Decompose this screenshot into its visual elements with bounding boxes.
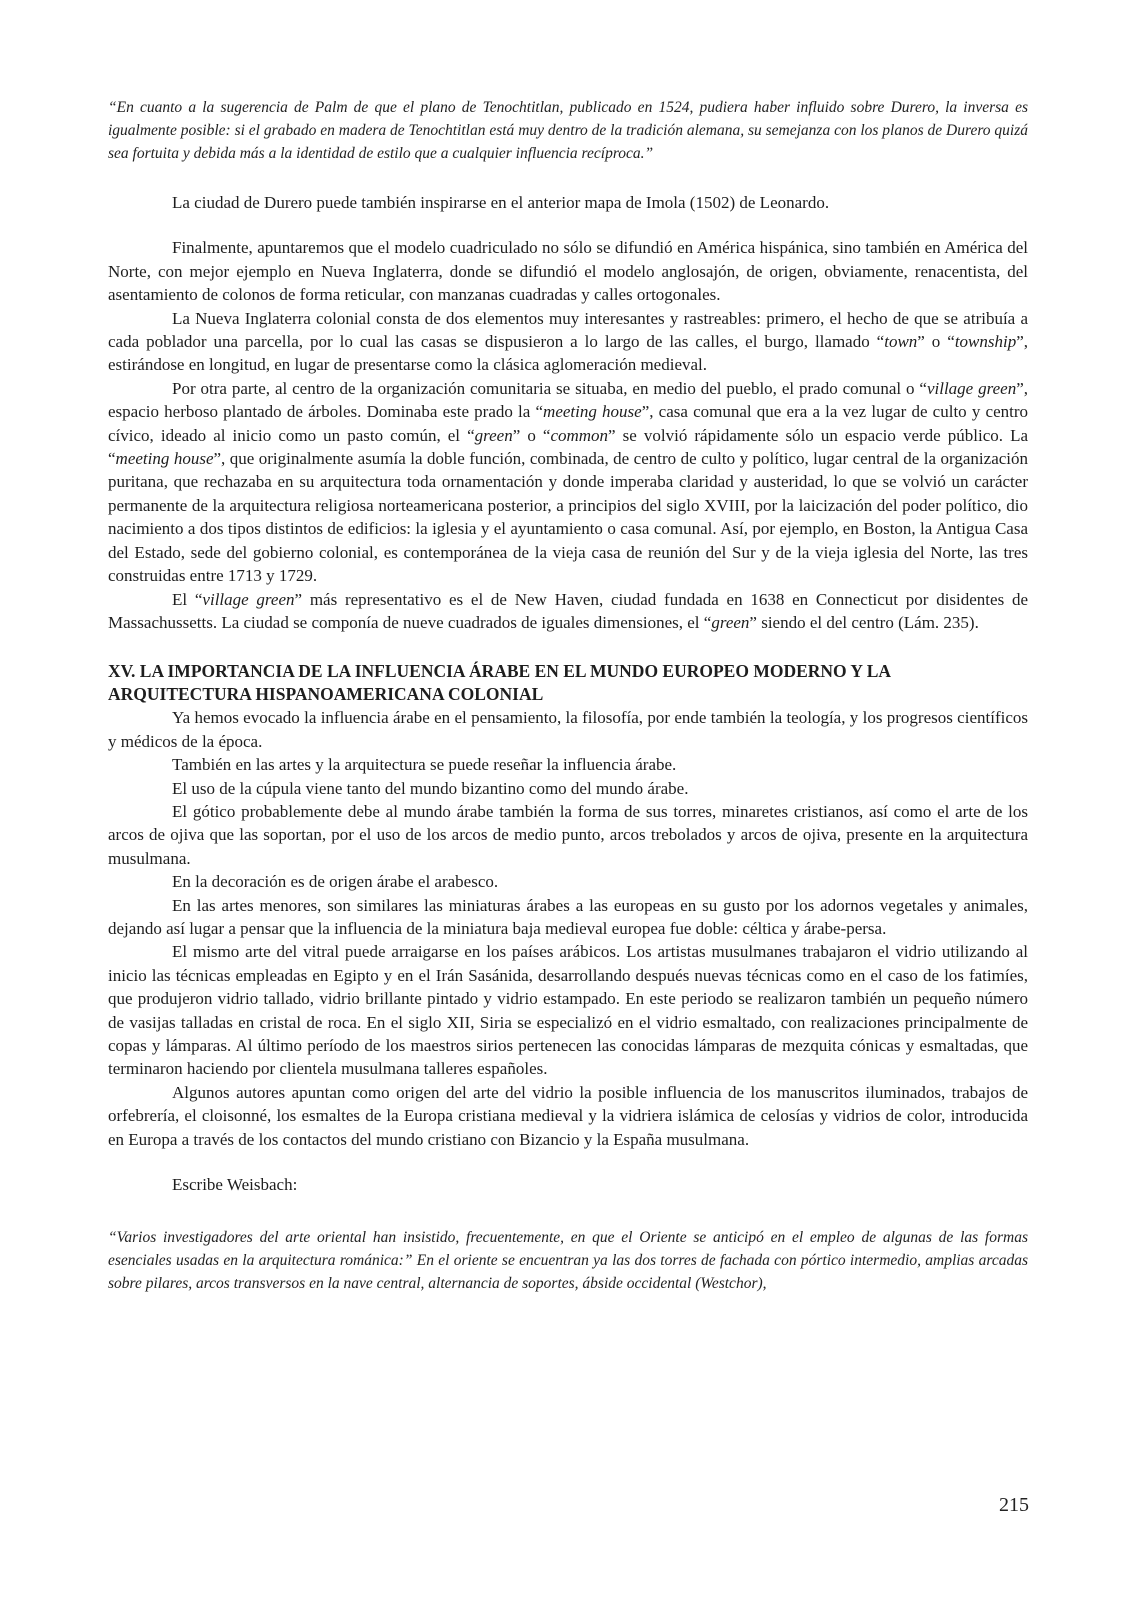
document-page [108,96,1028,1295]
paragraph-artes-arquitectura: También en las artes y la arquitectura se puede reseñar la influencia árabe. [172,755,677,775]
quote-tenochtitlan: “En cuanto a la sugerencia de Palm de que el plano de Tenochtitlan, publicado en 1524, pudiera haber influido sobre Durero, la inversa es igualmente posible: si el grabado en madera de Tenochtitlan está muy dentro de la tradición alemana, su semejanza con los planos de Durero quizá sea fortuita y debida más a la identidad de estilo que a cualquier influencia recíproca.” [108,99,1028,162]
term-meeting-house-2: meeting house [115,449,214,469]
term-village-green: village green [926,378,1017,398]
paragraph-village-green: Por otra parte, al centro de la organización comunitaria se situaba, en medio del pueblo, el prado comunal o “village green”, espacio herboso plantado de árboles. Dominaba este prado la “meeting house”, casa comunal que era a la vez lugar de culto y centro cívico, ideado al inicio como un pasto común, el “green” o “common” se volvió rápidamente sólo un espacio verde público. La “meeting house”, que originalmente asumía la doble función, combinada, de centro de culto y político, lugar central de la organización puritana, que rechazaba en su arquitectura toda ornamentación y donde imperaba claridad y austeridad, lo que se volvió un carácter permanente de la arquitectura religiosa norteamericana posterior, a principios del siglo XVIII, por la laicización del poder político, dio nacimiento a dos tipos distintos de edificios: la iglesia y el ayuntamiento o casa comunal. Así, por ejemplo, en Boston, la Antigua Casa del Estado, sede del gobierno colonial, es contemporánea de la vieja casa de reunión del Sur y de la vieja iglesia del Norte, las tres construidas entre 1713 y 1729. [108,378,1029,586]
term-meeting-house: meeting house [543,402,642,422]
term-township: township [954,332,1017,352]
paragraph-influencia-arabe: Ya hemos evocado la influencia árabe en el pensamiento, la filosofía, por ende también la teología, y los progresos científicos y médicos de la época. [108,708,1028,751]
section-heading-xv: XV. LA IMPORTANCIA DE LA INFLUENCIA ÁRABE EN EL MUNDO EUROPEO MODERNO Y LA ARQUITECTURA HISPANOAMERICANA COLONIAL [108,661,891,705]
term-green-2: green [711,612,750,632]
paragraph-arabesco: En la decoración es de origen árabe el arabesco. [172,872,499,892]
term-common: common [550,425,609,445]
paragraph-artes-menores: En las artes menores, son similares las miniaturas árabes a las europeas en su gusto por los adornos vegetales y animales, dejando así lugar a pensar que la influencia de la miniatura baja medieval europea fue doble: céltica y árabe-persa. [108,895,1028,938]
term-green: green [474,425,513,445]
paragraph-gotico: El gótico probablemente debe al mundo árabe también la forma de sus torres, minaretes cristianos, así como el arte de los arcos de ojiva que las soportan, por el uso de los arcos de medio punto, arcos trebolados y arcos de ojiva, presente en la arquitectura musulmana. [108,801,1028,868]
paragraph-modelo-cuadriculado: Finalmente, apuntaremos que el modelo cuadriculado no sólo se difundió en América hispánica, sino también en América del Norte, con mejor ejemplo en Nueva Inglaterra, donde se difundió el modelo anglosajón, de origen, obviamente, renacentista, del asentamiento de colonos de forma reticular, con manzanas cuadradas y calles ortogonales. [108,238,1028,305]
quote-weisbach: “Varios investigadores del arte oriental han insistido, frecuentemente, en que el Oriente se anticipó en el empleo de algunas de las formas esenciales usadas en la arquitectura románica:” En el oriente se encuentran ya las dos torres de fachada con pórtico intermedio, amplias arcadas sobre pilares, arcos transversos en la nave central, alternancia de soportes, ábside occidental (Westchor), [108,1229,1028,1293]
paragraph-vitral: El mismo arte del vitral puede arraigarse en los países arábicos. Los artistas musulmanes trabajaron el vidrio utilizando al inicio las técnicas empleadas en Egipto y en el Irán Sasánida, desarrollando después nuevas técnicas como en el caso de los fatimíes, que produjeron vidrio tallado, vidrio brillante pintado y vidrio estampado. En este periodo se realizaron también un pequeño número de vasijas talladas en cristal de roca. En el siglo XII, Siria se especializó en el vidrio esmaltado, con realizaciones principalmente de copas y lámparas. Al último período de los maestros sirios pertenecen las conocidas lámparas de mezquita cónicas y esmaltadas, que terminaron haciendo por clientela musulmana talleres españoles. [108,942,1028,1079]
paragraph-nueva-inglaterra: La Nueva Inglaterra colonial consta de dos elementos muy interesantes y rastreables: primero, el hecho de que se atribuía a cada poblador una parcella, por lo cual las casas se dispusieron a lo largo de las calles, el burgo, llamado “town” o “township”, estirándose en longitud, en lugar de presentarse como la clásica aglomeración medieval. [108,308,1029,375]
paragraph-cupula: El uso de la cúpula viene tanto del mundo bizantino como del mundo árabe. [172,778,689,798]
term-town: town [884,332,918,352]
term-village-green-2: village green [202,589,295,609]
page-number: 215 [999,1494,1029,1516]
paragraph-origen-vidrio: Algunos autores apuntan como origen del arte del vidrio la posible influencia de los manuscritos iluminados, trabajos de orfebrería, el cloisonné, los esmaltes de la Europa cristiana medieval y la vidriera islámica de celosías y vidrios de color, introducida en Europa a través de los contactos del mundo cristiano con Bizancio y la España musulmana. [108,1082,1028,1149]
paragraph-durero-imola: La ciudad de Durero puede también inspirarse en el anterior mapa de Imola (1502) de Leonardo. [172,193,830,212]
paragraph-new-haven: El “village green” más representativo es el de New Haven, ciudad fundada en 1638 en Connecticut por disidentes de Massachussetts. La ciudad se componía de nueve cuadrados de iguales dimensiones, el “green” siendo el del centro (Lám. 235). [108,589,1028,632]
paragraph-escribe-weisbach: Escribe Weisbach: [172,1175,298,1195]
